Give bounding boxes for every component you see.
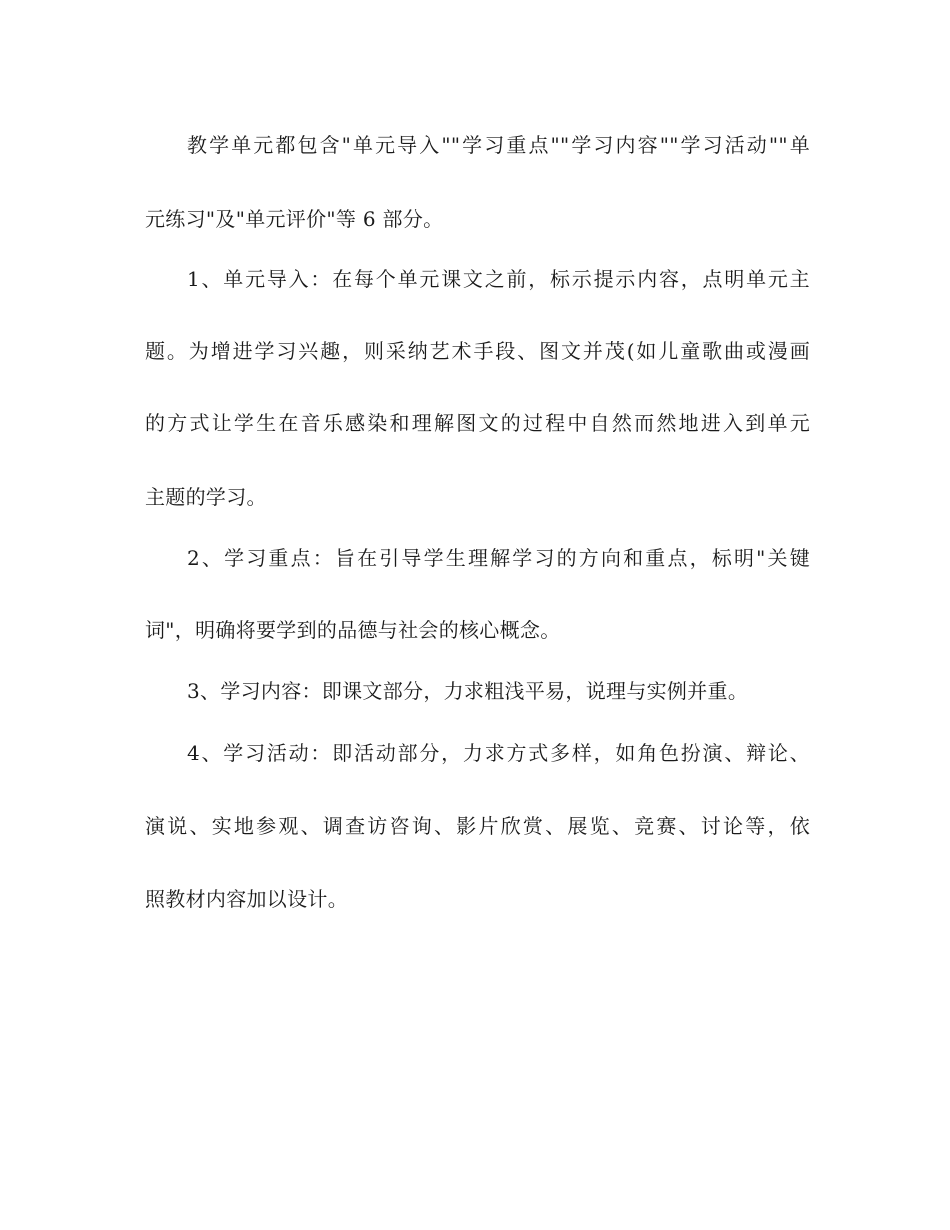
item-4-line-3: 照教材内容加以设计。 <box>145 887 348 911</box>
item-1-line-2: 题。为增进学习兴趣，则采纳艺术手段、图文并茂(如儿童歌曲或漫画 <box>145 339 810 363</box>
paragraph-intro-line-2: 元练习"及"单元评价"等 6 部分。 <box>145 207 444 231</box>
item-1-line-4: 主题的学习。 <box>145 485 267 509</box>
item-1-line-1: 1、单元导入：在每个单元课文之前，标示提示内容，点明单元主 <box>187 267 810 291</box>
item-1-line-3: 的方式让学生在音乐感染和理解图文的过程中自然而然地进入到单元 <box>145 411 810 435</box>
item-2-line-1: 2、学习重点：旨在引导学生理解学习的方向和重点，标明"关键 <box>187 546 810 570</box>
item-4-line-1: 4、学习活动：即活动部分，力求方式多样，如角色扮演、辩论、 <box>187 741 810 765</box>
item-4-line-2: 演说、实地参观、调查访咨询、影片欣赏、展览、竞赛、讨论等，依 <box>145 814 810 838</box>
paragraph-intro-line-1: 教学单元都包含"单元导入""学习重点""学习内容""学习活动""单 <box>187 133 810 157</box>
item-2-line-2: 词"，明确将要学到的品德与社会的核心概念。 <box>145 618 561 642</box>
item-3-line-1: 3、学习内容：即课文部分，力求粗浅平易，说理与实例并重。 <box>187 679 749 703</box>
